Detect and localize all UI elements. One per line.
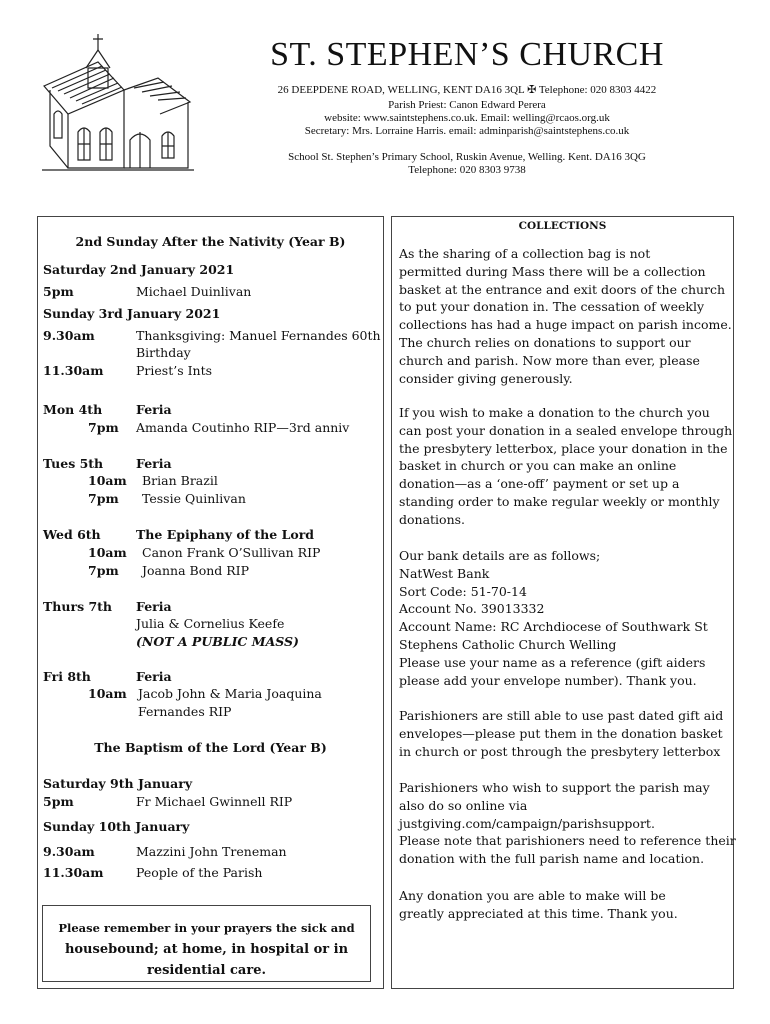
text-line: also do so online via xyxy=(399,797,528,813)
sort-code: Sort Code: 51-70-14 xyxy=(399,583,527,599)
text-line: church and parish. Now more than ever, please xyxy=(399,352,700,368)
date-saturday-2: Saturday 2nd January 2021 xyxy=(43,262,235,277)
mass-time: 9.30am xyxy=(43,328,95,343)
feast-friday: Feria xyxy=(136,669,172,684)
day-monday: Mon 4th xyxy=(43,402,103,417)
text-line: can post your donation in a sealed envelope through xyxy=(399,422,733,438)
date-saturday-9: Saturday 9th January xyxy=(43,776,193,791)
mass-time: 11.30am xyxy=(43,865,104,880)
mass-intention: Joanna Bond RIP xyxy=(142,563,250,578)
mass-time: 5pm xyxy=(43,284,74,299)
collections-paragraph-5 xyxy=(399,779,736,868)
text-line: Please note that parishioners need to reference their xyxy=(399,833,736,849)
text-line: Parishioners are still able to use past dated gift aid xyxy=(399,708,724,723)
feast-monday: Feria xyxy=(136,402,172,417)
text-line: Any donation you are able to make will be xyxy=(399,888,666,903)
reminder-line: housebound; at home, in hospital or in xyxy=(64,942,349,957)
website-email: website: www.saintstephens.co.uk. Email: welling@rcaos.org.uk xyxy=(324,112,610,124)
text-line: donations. xyxy=(399,511,466,527)
text-line: collections has had a huge impact on parish income. xyxy=(399,317,732,333)
text-line: basket at the entrance and exit doors of the church xyxy=(399,281,726,297)
church-name: ST. STEPHEN’S CHURCH xyxy=(270,36,664,73)
mass-time: 9.30am xyxy=(43,844,95,859)
bank-details xyxy=(399,547,731,689)
reminder-line: Please remember in your prayers the sick and xyxy=(58,921,355,935)
mass-intention: Jacob John & Maria Joaquina xyxy=(138,686,322,701)
church-drawing-logo xyxy=(38,28,198,176)
text-line: Parishioners who wish to support the parish may xyxy=(399,780,710,795)
parish-priest: Parish Priest: Canon Edward Perera xyxy=(388,99,546,111)
mass-time: 10am xyxy=(88,473,127,488)
text-line: Our bank details are as follows; xyxy=(399,548,601,563)
mass-time: 7pm xyxy=(88,491,119,506)
mass-time: 7pm xyxy=(88,563,119,578)
text-line: If you wish to make a donation to the church you xyxy=(399,405,710,420)
date-sunday-10: Sunday 10th January xyxy=(43,819,190,834)
secretary-line: Secretary: Mrs. Lorraine Harris. email: adminparish@saintstephens.co.uk xyxy=(304,125,630,137)
mass-intention: Brian Brazil xyxy=(142,473,218,488)
text-line: consider giving generously. xyxy=(399,370,573,386)
prayers-reminder-box xyxy=(42,905,371,982)
text-line: to put your donation in. The cessation of weekly xyxy=(399,299,705,315)
day-friday: Fri 8th xyxy=(43,669,91,684)
account-name: Account Name: RC Archdiocese of Southwark St xyxy=(399,619,708,635)
account-number: Account No. 39013332 xyxy=(399,601,545,617)
mass-intention: People of the Parish xyxy=(136,865,263,880)
mass-intention: Fr Michael Gwinnell RIP xyxy=(136,794,293,809)
mass-intention: Canon Frank O’Sullivan RIP xyxy=(142,545,321,560)
reminder-line: residential care. xyxy=(146,963,266,978)
mass-time: 10am xyxy=(88,686,127,701)
mass-intention: Priest’s Ints xyxy=(136,363,213,378)
text-line: envelopes—please put them in the donation basket xyxy=(399,725,723,741)
mass-intentions-panel xyxy=(37,216,384,989)
justgiving-url: justgiving.com/campaign/parishsupport. xyxy=(399,815,655,831)
collections-paragraph-1 xyxy=(399,245,731,387)
feast-thursday: Feria xyxy=(136,599,172,614)
heading-sunday-nativity: 2nd Sunday After the Nativity (Year B) xyxy=(75,234,346,249)
text-line: donation with the full parish name and location. xyxy=(399,851,705,867)
mass-intention-cont: Birthday xyxy=(136,345,191,360)
mass-time: 10am xyxy=(88,545,127,560)
heading-baptism: The Baptism of the Lord (Year B) xyxy=(94,740,327,755)
text-line: in church or post through the presbytery letterbox xyxy=(399,743,721,759)
collections-heading: COLLECTIONS xyxy=(518,220,607,232)
collections-paragraph-6 xyxy=(399,887,731,923)
mass-intention-cont: Fernandes RIP xyxy=(138,704,232,719)
not-public-note: (NOT A PUBLIC MASS) xyxy=(136,634,299,649)
text-line: permitted during Mass there will be a collection xyxy=(399,263,706,279)
text-line: standing order to make regular weekly or monthly xyxy=(399,493,720,509)
text-line: greatly appreciated at this time. Thank you. xyxy=(399,905,678,921)
mass-time: 7pm xyxy=(88,420,119,435)
mass-intention: Thanksgiving: Manuel Fernandes 60th xyxy=(136,328,381,343)
text-line: donation—as a ‘one-off’ payment or set up a xyxy=(399,476,680,492)
school-phone: Telephone: 020 8303 9738 xyxy=(408,164,526,176)
church-address: 26 DEEPDENE ROAD, WELLING, KENT DA16 3QL ✠ Telephone: 020 8303 4422 xyxy=(277,84,657,96)
mass-intention: Michael Duinlivan xyxy=(136,284,252,299)
day-thursday: Thurs 7th xyxy=(43,599,113,614)
school-line: School St. Stephen’s Primary School, Ruskin Avenue, Welling. Kent. DA16 3QG xyxy=(288,151,646,163)
mass-intention: Julia & Cornelius Keefe xyxy=(136,616,285,631)
mass-intention: Tessie Quinlivan xyxy=(142,491,246,506)
text-line: The church relies on donations to support our xyxy=(399,334,691,350)
text-line: basket in church or you can make an online xyxy=(399,458,677,474)
date-sunday-3: Sunday 3rd January 2021 xyxy=(43,306,221,321)
text-line: please add your envelope number). Thank you. xyxy=(399,672,697,688)
text-line: the presbytery letterbox, place your donation in the xyxy=(399,440,728,456)
mass-time: 11.30am xyxy=(43,363,104,378)
text-line: As the sharing of a collection bag is not xyxy=(399,246,651,261)
feast-wednesday: The Epiphany of the Lord xyxy=(136,527,315,542)
mass-intention: Amanda Coutinho RIP—3rd anniv xyxy=(136,420,350,435)
mass-intention: Mazzini John Treneman xyxy=(136,844,287,859)
collections-paragraph-4 xyxy=(399,707,731,760)
feast-tuesday: Feria xyxy=(136,456,172,471)
text-line: Stephens Catholic Church Welling xyxy=(399,636,617,652)
mass-time: 5pm xyxy=(43,794,74,809)
text-line: Please use your name as a reference (gift aiders xyxy=(399,654,706,670)
collections-paragraph-2 xyxy=(399,404,731,529)
day-tuesday: Tues 5th xyxy=(43,456,104,471)
day-wednesday: Wed 6th xyxy=(43,527,101,542)
bank-name: NatWest Bank xyxy=(399,565,490,581)
collections-panel xyxy=(391,216,734,989)
